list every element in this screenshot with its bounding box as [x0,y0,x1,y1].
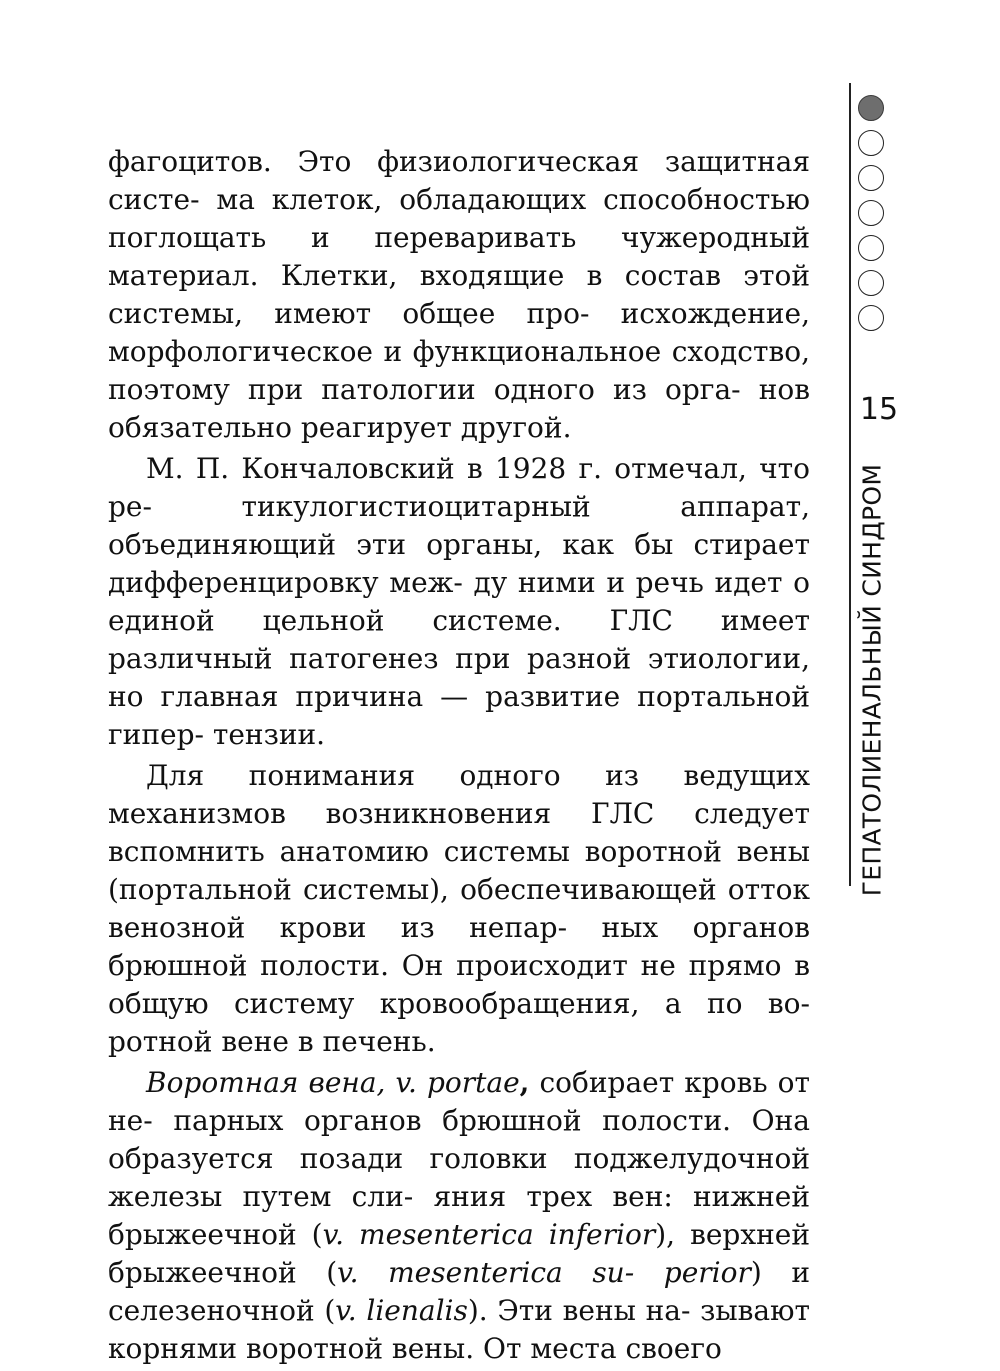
latin-term: v. mesenterica [322,1218,534,1251]
latin-term: perior [663,1256,751,1289]
text-line: эти органы, как бы стирает дифференцировку меж- [108,528,810,599]
section-marker-6 [858,270,884,296]
margin-rule [849,83,851,886]
text-line: возникновения ГЛС следует вспомнить анатомию [108,797,810,868]
text-line: ду ними и речь идет о единой цельной системе. ГЛС [108,566,810,637]
text-line: системы воротной вены (портальной системы), [108,835,811,906]
term-punctuation: , [519,1066,530,1099]
section-marker-2 [858,130,884,156]
section-marker-1 [858,95,884,121]
text-fragment: собирает кровь от не- [108,1066,811,1137]
text-fragment: ), верхней брыжеечной ( [108,1218,811,1289]
text-line: парных органов брюшной полости. Она образуется [108,1104,810,1175]
text-line: исхождение, морфологическое и функциональное [108,297,810,368]
paragraph-phagocytes [108,143,810,447]
chapter-title: ГЕПАТОЛИЕНАЛЬНЫЙ СИНДРОМ [857,463,887,897]
text-line: и переваривать чужеродный материал. Клетки, [108,221,810,292]
text-fragment: ). Эти вены на- [467,1294,691,1327]
section-markers [858,95,890,340]
section-marker-5 [858,235,884,261]
text-line: тикулогистиоцитарный аппарат, объединяющий [108,490,810,561]
text-line: ма клеток, обладающих способностью поглощать [108,183,810,254]
latin-term: v. mesenterica su- [337,1256,635,1289]
term-portal-vein: Воротная вена, v. portae [146,1066,520,1099]
text-fragment: яния трех вен: нижней брыжеечной ( [108,1180,810,1251]
latin-term: inferior [548,1218,656,1251]
text-line: но главная причина — развитие портальной гипер- [108,680,810,751]
text-line: тензии. [212,718,326,751]
text-line: фагоцитов. Это физиологическая защитная систе- [108,145,810,216]
section-marker-3 [858,165,884,191]
paragraph-konchalovsky [108,450,810,754]
text-line: Для понимания одного из ведущих механизмов [108,759,810,830]
paragraph-portal-system [108,757,810,1061]
text-line: позади головки поджелудочной железы путем сли- [108,1142,810,1213]
text-line: зывают корнями воротной вены. От места своего [108,1294,810,1365]
text-line: ных органов брюшной полости. Он происходит не [108,911,810,982]
page-number: 15 [859,392,899,427]
latin-term: v. lienalis [335,1294,468,1327]
section-marker-4 [858,200,884,226]
text-fragment: ) и селезеночной ( [108,1256,810,1327]
text-line: М. П. Кончаловский в 1928 г. отмечал, что ре- [108,452,810,523]
text-line: нов обязательно реагирует другой. [108,373,810,444]
text-line: сходство, поэтому при патологии одного из орга- [108,335,810,406]
text-line: входящие в состав этой системы, имеют общее про- [108,259,810,330]
text-line: обеспечивающей отток венозной крови из непар- [108,873,810,944]
body-text [108,143,810,1371]
text-line: прямо в общую систему кровообращения, а по во- [108,949,810,1020]
paragraph-portal-vein [108,1064,810,1368]
text-line: ротной вене в печень. [108,1025,436,1058]
section-marker-7 [858,305,884,331]
text-line: имеет различный патогенез при разной этиологии, [108,604,810,675]
